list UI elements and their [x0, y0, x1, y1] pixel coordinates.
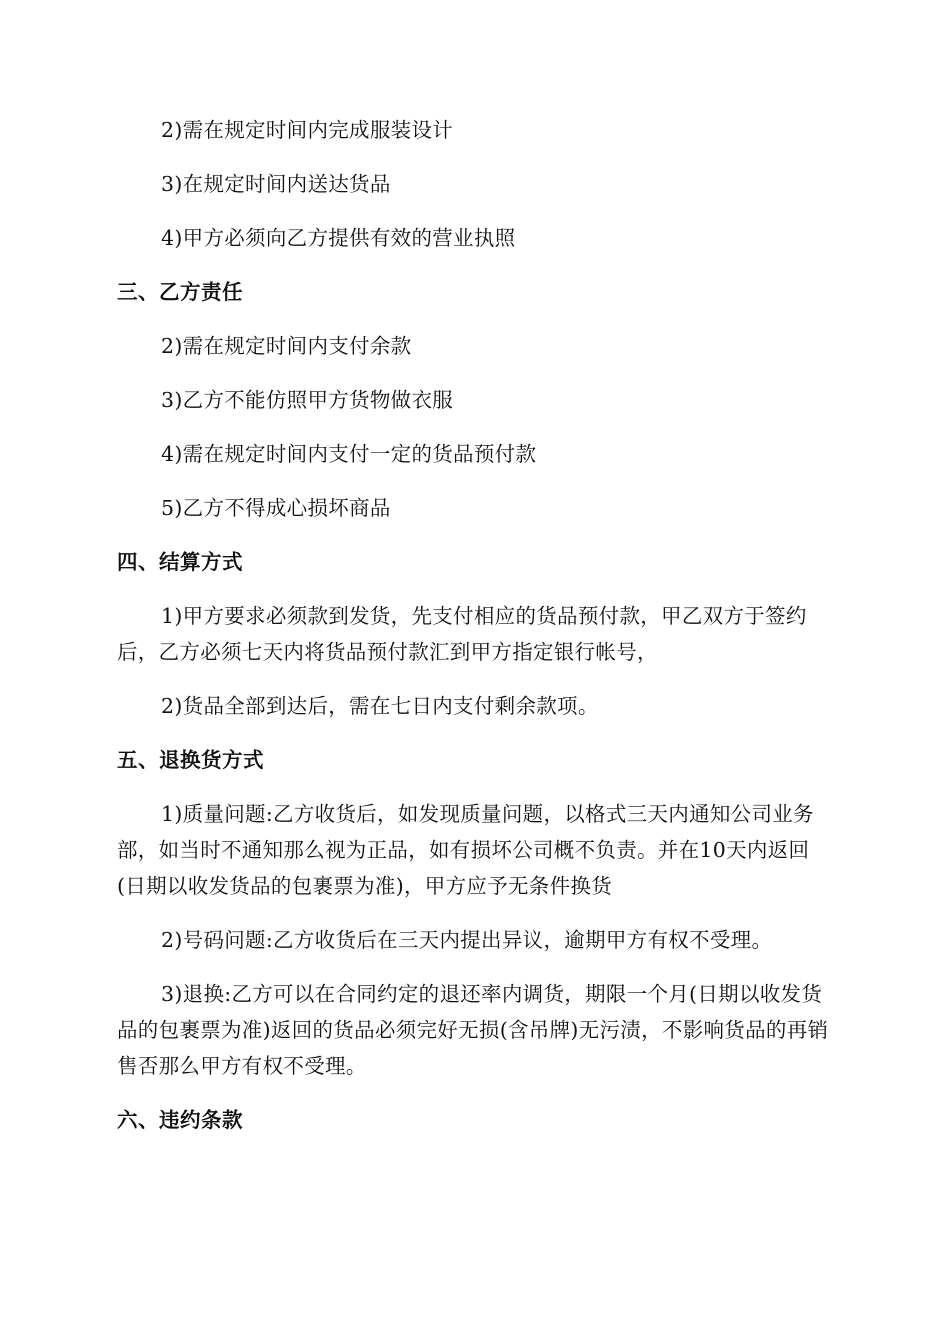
clause-3-delivery: 3)在规定时间内送达货品 [161, 172, 391, 196]
section-heading-returns: 五、退换货方式 [117, 748, 264, 772]
section-heading-settlement: 四、结算方式 [117, 550, 243, 574]
section-heading-breach: 六、违约条款 [117, 1108, 243, 1132]
clause-3-exchange: 3)退换:乙方可以在合同约定的退还率内调货，期限一个月(日期以收发货品的包裹票为准)返回的货品必须完好无损(含吊牌)无污渍，不影响货品的再销售否那么甲方有权不受理。 [117, 982, 829, 1078]
clause-2-remaining: 2)货品全部到达后，需在七日内支付剩余款项。 [161, 694, 599, 718]
section-heading-party-b: 三、乙方责任 [117, 280, 243, 304]
clause-2-size: 2)号码问题:乙方收货后在三天内提出异议，逾期甲方有权不受理。 [161, 928, 773, 952]
document-body [117, 112, 833, 1156]
clause-3-no-imitation: 3)乙方不能仿照甲方货物做衣服 [161, 388, 454, 412]
clause-2-balance: 2)需在规定时间内支付余款 [161, 334, 412, 358]
clause-4-prepayment: 4)需在规定时间内支付一定的货品预付款 [161, 442, 537, 466]
clause-1-quality: 1)质量问题:乙方收货后，如发现质量问题，以格式三天内通知公司业务部，如当时不通知那么视为正品，如有损坏公司概不负责。并在10天内返回(日期以收发货品的包裹票为准)，甲方应予无条件换货 [117, 802, 814, 898]
clause-4-license: 4)甲方必须向乙方提供有效的营业执照 [161, 226, 516, 250]
clause-2-design: 2)需在规定时间内完成服装设计 [161, 118, 454, 142]
clause-5-no-damage: 5)乙方不得成心损坏商品 [161, 496, 391, 520]
clause-1-payment: 1)甲方要求必须款到发货，先支付相应的货品预付款，甲乙双方于签约后，乙方必须七天内将货品预付款汇到甲方指定银行帐号， [117, 604, 807, 664]
